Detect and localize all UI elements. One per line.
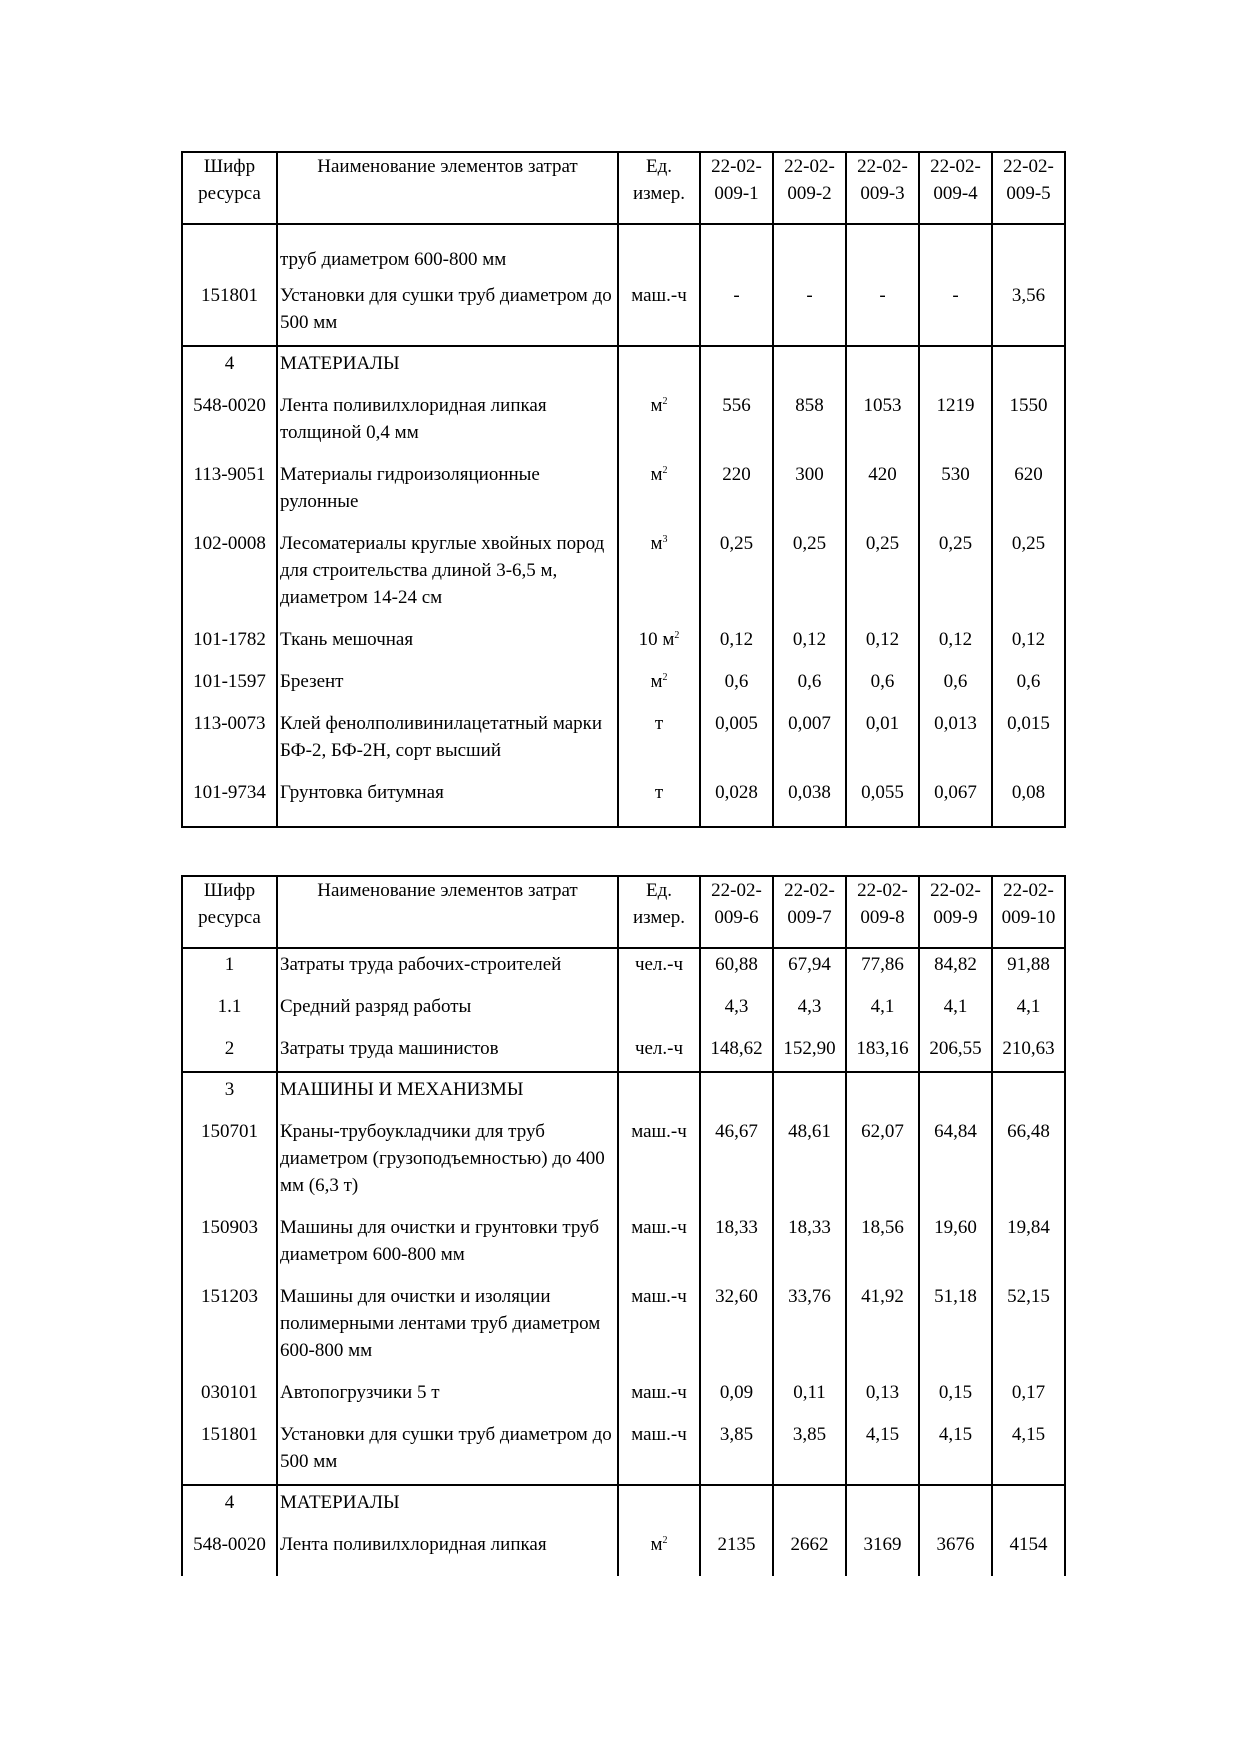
row-value: - (773, 276, 846, 346)
row-value: 64,84 (919, 1112, 992, 1208)
row-value: 60,88 (700, 948, 773, 987)
row-code: 150903 (182, 1208, 277, 1277)
row-name: Брезент (277, 662, 618, 704)
row-name: труб диаметром 600-800 мм (277, 224, 618, 276)
row-value: 0,12 (700, 620, 773, 662)
row-name: Средний разряд работы (277, 987, 618, 1029)
row-value: 4,3 (700, 987, 773, 1029)
row-value: 0,15 (919, 1373, 992, 1415)
row-value: 0,13 (846, 1373, 919, 1415)
row-code: 113-0073 (182, 704, 277, 773)
section-code: 4 (182, 346, 277, 386)
row-code: 151203 (182, 1277, 277, 1373)
row-value: - (919, 276, 992, 346)
section-row (182, 1072, 1065, 1112)
row-value: 4,1 (846, 987, 919, 1029)
row-unit: маш.-ч (618, 1415, 700, 1485)
resource-table-2 (181, 875, 1066, 1576)
row-value: 206,55 (919, 1029, 992, 1072)
table-row (182, 1415, 1065, 1485)
section-code: 3 (182, 1072, 277, 1112)
row-code: 2 (182, 1029, 277, 1072)
row-value: 2135 (700, 1525, 773, 1576)
table-row (182, 1525, 1065, 1576)
row-value: 858 (773, 386, 846, 455)
row-name: Ткань мешочная (277, 620, 618, 662)
row-code: 150701 (182, 1112, 277, 1208)
header-col: 22-02-009-9 (919, 876, 992, 948)
row-value: 620 (992, 455, 1065, 524)
row-name: Затраты труда машинистов (277, 1029, 618, 1072)
table-row (182, 455, 1065, 524)
table-row (182, 224, 1065, 276)
row-value: 4,3 (773, 987, 846, 1029)
table-row (182, 773, 1065, 827)
row-value: 0,6 (919, 662, 992, 704)
section-row (182, 346, 1065, 386)
row-name: Машины для очистки и грунтовки труб диаметром 600-800 мм (277, 1208, 618, 1277)
row-value: 148,62 (700, 1029, 773, 1072)
row-value: 46,67 (700, 1112, 773, 1208)
row-unit: $м^2$ (618, 662, 700, 704)
row-value: 41,92 (846, 1277, 919, 1373)
table-row (182, 1112, 1065, 1208)
row-value: 19,60 (919, 1208, 992, 1277)
row-value: 4,1 (992, 987, 1065, 1029)
row-unit: $м^2$ (618, 386, 700, 455)
row-code: 548-0020 (182, 1525, 277, 1576)
header-name: Наименование элементов затрат (277, 152, 618, 224)
table-row (182, 524, 1065, 620)
row-value: 48,61 (773, 1112, 846, 1208)
row-value: 18,56 (846, 1208, 919, 1277)
row-name: Грунтовка битумная (277, 773, 618, 827)
row-unit: $м^2$ (618, 1525, 700, 1576)
table-row (182, 386, 1065, 455)
row-value: 0,25 (919, 524, 992, 620)
row-value: 0,038 (773, 773, 846, 827)
table-row (182, 1277, 1065, 1373)
row-unit: чел.-ч (618, 948, 700, 987)
table-row (182, 987, 1065, 1029)
row-value: 0,067 (919, 773, 992, 827)
row-value: 77,86 (846, 948, 919, 987)
row-unit: маш.-ч (618, 1277, 700, 1373)
header-col: 22-02-009-10 (992, 876, 1065, 948)
row-value: 52,15 (992, 1277, 1065, 1373)
row-value: 19,84 (992, 1208, 1065, 1277)
row-value: 0,11 (773, 1373, 846, 1415)
row-code: 101-1782 (182, 620, 277, 662)
row-value: 84,82 (919, 948, 992, 987)
row-code: 101-1597 (182, 662, 277, 704)
row-value: 0,007 (773, 704, 846, 773)
row-value: 1053 (846, 386, 919, 455)
row-value: 2662 (773, 1525, 846, 1576)
header-col: 22-02-009-4 (919, 152, 992, 224)
table-row (182, 1029, 1065, 1072)
header-unit: Ед. измер. (618, 876, 700, 948)
row-unit: маш.-ч (618, 276, 700, 346)
row-value: 0,028 (700, 773, 773, 827)
row-value: 18,33 (773, 1208, 846, 1277)
header-col: 22-02-009-1 (700, 152, 773, 224)
row-value: 0,055 (846, 773, 919, 827)
row-value: 3676 (919, 1525, 992, 1576)
row-value: 1550 (992, 386, 1065, 455)
row-name: Краны-трубоукладчики для труб диаметром (грузоподъемностью) до 400 мм (6,3 т) (277, 1112, 618, 1208)
table-header-row (182, 876, 1065, 948)
row-value: 0,25 (700, 524, 773, 620)
row-name: Материалы гидроизоляционные рулонные (277, 455, 618, 524)
header-col: 22-02-009-7 (773, 876, 846, 948)
row-value: 0,12 (919, 620, 992, 662)
header-code: Шифр ресурса (182, 876, 277, 948)
row-value: 32,60 (700, 1277, 773, 1373)
section-code: 4 (182, 1485, 277, 1525)
row-unit (618, 987, 700, 1029)
row-value: 0,12 (846, 620, 919, 662)
row-value: 4154 (992, 1525, 1065, 1576)
row-unit: маш.-ч (618, 1208, 700, 1277)
row-value: 3169 (846, 1525, 919, 1576)
row-value: 0,013 (919, 704, 992, 773)
row-unit: 10 $м^2$ (618, 620, 700, 662)
row-value: 1219 (919, 386, 992, 455)
section-title: МАШИНЫ И МЕХАНИЗМЫ (277, 1072, 618, 1112)
header-name: Наименование элементов затрат (277, 876, 618, 948)
row-value: 0,6 (992, 662, 1065, 704)
row-value: 3,85 (773, 1415, 846, 1485)
row-code: 151801 (182, 276, 277, 346)
row-value: 0,17 (992, 1373, 1065, 1415)
row-value: 4,1 (919, 987, 992, 1029)
row-value: 66,48 (992, 1112, 1065, 1208)
table-row (182, 1208, 1065, 1277)
row-value: - (846, 276, 919, 346)
row-value: 530 (919, 455, 992, 524)
row-code (182, 224, 277, 276)
table-header-row (182, 152, 1065, 224)
table-row (182, 276, 1065, 346)
header-code: Шифр ресурса (182, 152, 277, 224)
row-value: 220 (700, 455, 773, 524)
row-unit: т (618, 773, 700, 827)
row-code: 151801 (182, 1415, 277, 1485)
header-col: 22-02-009-3 (846, 152, 919, 224)
header-unit: Ед. измер. (618, 152, 700, 224)
row-value: 0,09 (700, 1373, 773, 1415)
resource-table-1 (181, 151, 1066, 828)
row-value: 3,56 (992, 276, 1065, 346)
row-unit: маш.-ч (618, 1112, 700, 1208)
header-col: 22-02-009-8 (846, 876, 919, 948)
row-code: 113-9051 (182, 455, 277, 524)
row-code: 101-9734 (182, 773, 277, 827)
row-name: Затраты труда рабочих-строителей (277, 948, 618, 987)
header-col: 22-02-009-6 (700, 876, 773, 948)
header-col: 22-02-009-2 (773, 152, 846, 224)
row-value: 51,18 (919, 1277, 992, 1373)
row-value: 0,6 (773, 662, 846, 704)
row-value: 420 (846, 455, 919, 524)
row-unit: $м^2$ (618, 455, 700, 524)
row-unit: т (618, 704, 700, 773)
row-value: 4,15 (992, 1415, 1065, 1485)
table-row (182, 704, 1065, 773)
row-value: 4,15 (846, 1415, 919, 1485)
row-value: 0,12 (992, 620, 1065, 662)
row-code: 1 (182, 948, 277, 987)
row-value: 3,85 (700, 1415, 773, 1485)
row-value: 0,12 (773, 620, 846, 662)
row-value: 152,90 (773, 1029, 846, 1072)
row-value: 18,33 (700, 1208, 773, 1277)
row-value: 4,15 (919, 1415, 992, 1485)
row-value: - (700, 276, 773, 346)
row-value: 0,25 (773, 524, 846, 620)
header-col: 22-02-009-5 (992, 152, 1065, 224)
row-value: 183,16 (846, 1029, 919, 1072)
row-value: 300 (773, 455, 846, 524)
row-unit: чел.-ч (618, 1029, 700, 1072)
row-code: 1.1 (182, 987, 277, 1029)
section-row (182, 1485, 1065, 1525)
row-name: Лесоматериалы круглые хвойных пород для строительства длиной 3-6,5 м, диаметром 14-24 см (277, 524, 618, 620)
row-name: Установки для сушки труб диаметром до 500 мм (277, 276, 618, 346)
row-value: 0,25 (846, 524, 919, 620)
row-name: Клей фенолполивинилацетатный марки БФ-2, БФ-2Н, сорт высший (277, 704, 618, 773)
row-value: 0,01 (846, 704, 919, 773)
row-value: 0,6 (700, 662, 773, 704)
row-value: 67,94 (773, 948, 846, 987)
row-code: 548-0020 (182, 386, 277, 455)
row-value: 33,76 (773, 1277, 846, 1373)
table-row (182, 1373, 1065, 1415)
row-name: Лента поливилхлоридная липкая толщиной 0,4 мм (277, 386, 618, 455)
table-row (182, 620, 1065, 662)
row-value: 0,015 (992, 704, 1065, 773)
section-title: МАТЕРИАЛЫ (277, 346, 618, 386)
row-value: 91,88 (992, 948, 1065, 987)
row-name: Установки для сушки труб диаметром до 500 мм (277, 1415, 618, 1485)
row-name: Лента поливилхлоридная липкая (277, 1525, 618, 1576)
table-row (182, 662, 1065, 704)
row-value: 556 (700, 386, 773, 455)
row-value: 210,63 (992, 1029, 1065, 1072)
table-row (182, 948, 1065, 987)
row-value: 0,25 (992, 524, 1065, 620)
section-title: МАТЕРИАЛЫ (277, 1485, 618, 1525)
row-value: 62,07 (846, 1112, 919, 1208)
row-unit: маш.-ч (618, 1373, 700, 1415)
row-value: 0,005 (700, 704, 773, 773)
row-name: Автопогрузчики 5 т (277, 1373, 618, 1415)
row-code: 030101 (182, 1373, 277, 1415)
row-value: 0,08 (992, 773, 1065, 827)
row-code: 102-0008 (182, 524, 277, 620)
row-value: 0,6 (846, 662, 919, 704)
row-name: Машины для очистки и изоляции полимерными лентами труб диаметром 600-800 мм (277, 1277, 618, 1373)
row-unit: $м^3$ (618, 524, 700, 620)
